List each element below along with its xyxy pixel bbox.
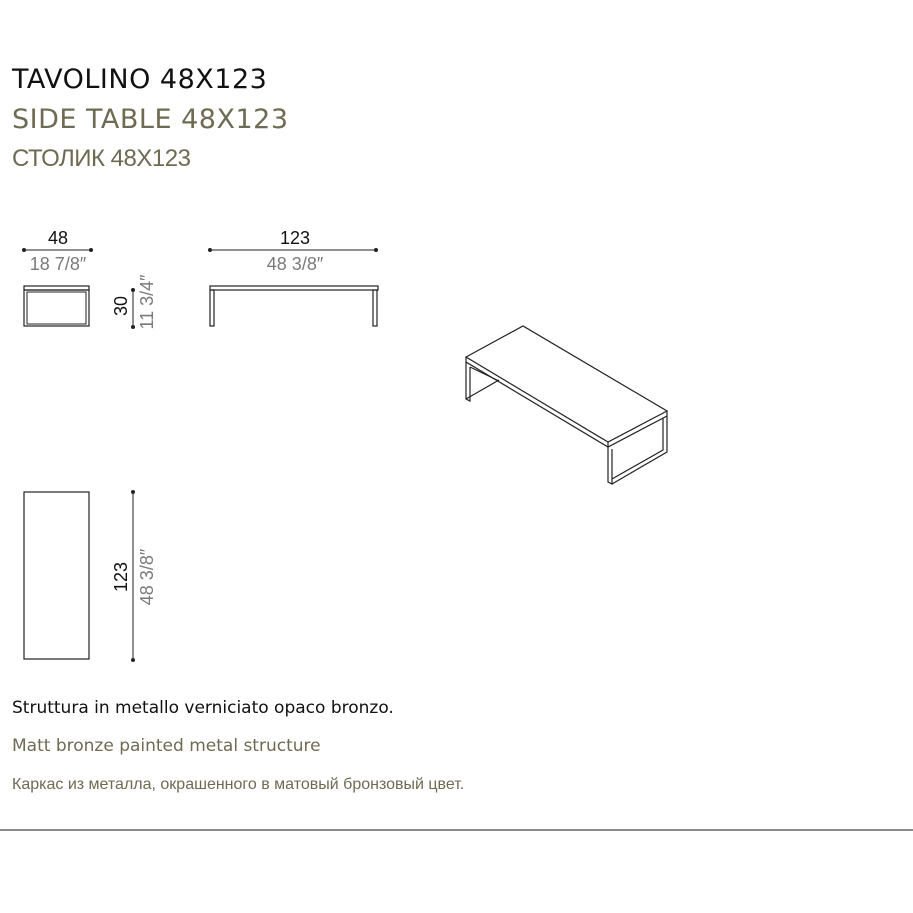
dimension-endpoint (89, 248, 93, 252)
front-view (22, 228, 157, 330)
isometric-view (466, 326, 667, 484)
top-view (24, 490, 157, 662)
dimension-endpoint (131, 658, 135, 662)
top-length-in-label: 48 3/8″ (137, 548, 157, 606)
title-russian: СТОЛИК 48X123 (12, 145, 191, 172)
iso-left-leg-front (466, 362, 470, 401)
dimension-endpoint (22, 248, 26, 252)
side-table-top (210, 286, 378, 290)
front-table-top (24, 286, 89, 290)
height-in-label: 11 3/4″ (137, 274, 157, 330)
iso-right-leg-front (608, 447, 612, 484)
dimension-endpoint (374, 248, 378, 252)
description-english: Matt bronze painted metal structure (12, 736, 321, 756)
side-view (208, 228, 378, 326)
front-width-in-label: 18 7/8″ (29, 254, 87, 274)
title-italian: TAVOLINO 48X123 (12, 64, 268, 95)
dimension-endpoint (131, 288, 135, 292)
height-cm-label: 30 (111, 295, 131, 317)
top-view-outline (24, 492, 89, 659)
description-italian: Struttura in metallo verniciato opaco bronzo. (12, 698, 394, 718)
side-length-in-label: 48 3/8″ (266, 254, 324, 274)
iso-top-thickness (466, 357, 667, 447)
title-english: SIDE TABLE 48X123 (12, 104, 289, 135)
side-leg-left (210, 290, 214, 326)
dimension-endpoint (131, 325, 135, 329)
bottom-divider (0, 829, 913, 831)
top-length-cm-label: 123 (111, 561, 131, 593)
side-length-cm-label: 123 (279, 228, 311, 248)
dimension-endpoint (208, 248, 212, 252)
front-leg-frame-inner (27, 292, 86, 324)
iso-table-top (466, 326, 667, 442)
side-leg-right (373, 290, 377, 326)
iso-left-leg-bottom-rail (466, 380, 499, 399)
description-russian: Каркас из металла, окрашенного в матовый бронзовый цвет. (12, 776, 465, 793)
front-leg-frame (24, 290, 89, 326)
front-width-cm-label: 48 (47, 228, 69, 248)
dimension-endpoint (131, 490, 135, 494)
